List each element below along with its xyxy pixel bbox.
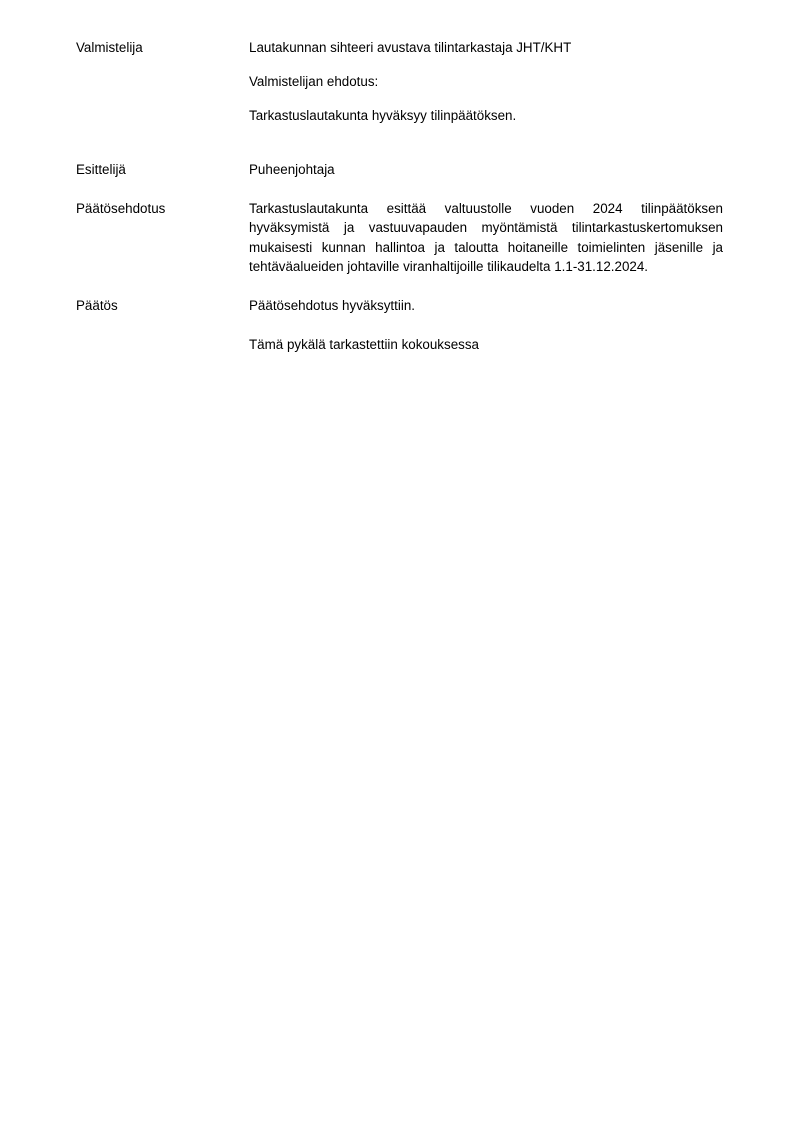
valmistelijan-ehdotus-heading: Valmistelijan ehdotus: (249, 74, 379, 89)
paatosehdotus-text: Tarkastuslautakunta esittää valtuustolle vuoden 2024 tilinpäätöksen hyväksymistä ja vastuuvapauden myöntämistä tilintarkastuskertomuksen mukaisesti kunnan hallintoa ja taloutta hoitaneille toimielinten jäsenille ja tehtäväalueiden johtaville viranhaltijoille tilikaudelta 1.1-31.12.2024. (249, 201, 723, 274)
paatos-verification: Tämä pykälä tarkastettiin kokouksessa (249, 337, 479, 352)
esittelija-name: Puheenjohtaja (249, 162, 335, 177)
paatos-result: Päätösehdotus hyväksyttiin. (249, 298, 415, 313)
valmistelija-name: Lautakunnan sihteeri avustava tilintarkastaja JHT/KHT (249, 40, 572, 55)
esittelija-label: Esittelijä (76, 162, 126, 177)
valmistelijan-ehdotus-text: Tarkastuslautakunta hyväksyy tilinpäätöksen. (249, 108, 517, 123)
paatos-label: Päätös (76, 298, 118, 313)
valmistelija-label: Valmistelija (76, 40, 143, 55)
paatosehdotus-label: Päätösehdotus (76, 201, 166, 216)
